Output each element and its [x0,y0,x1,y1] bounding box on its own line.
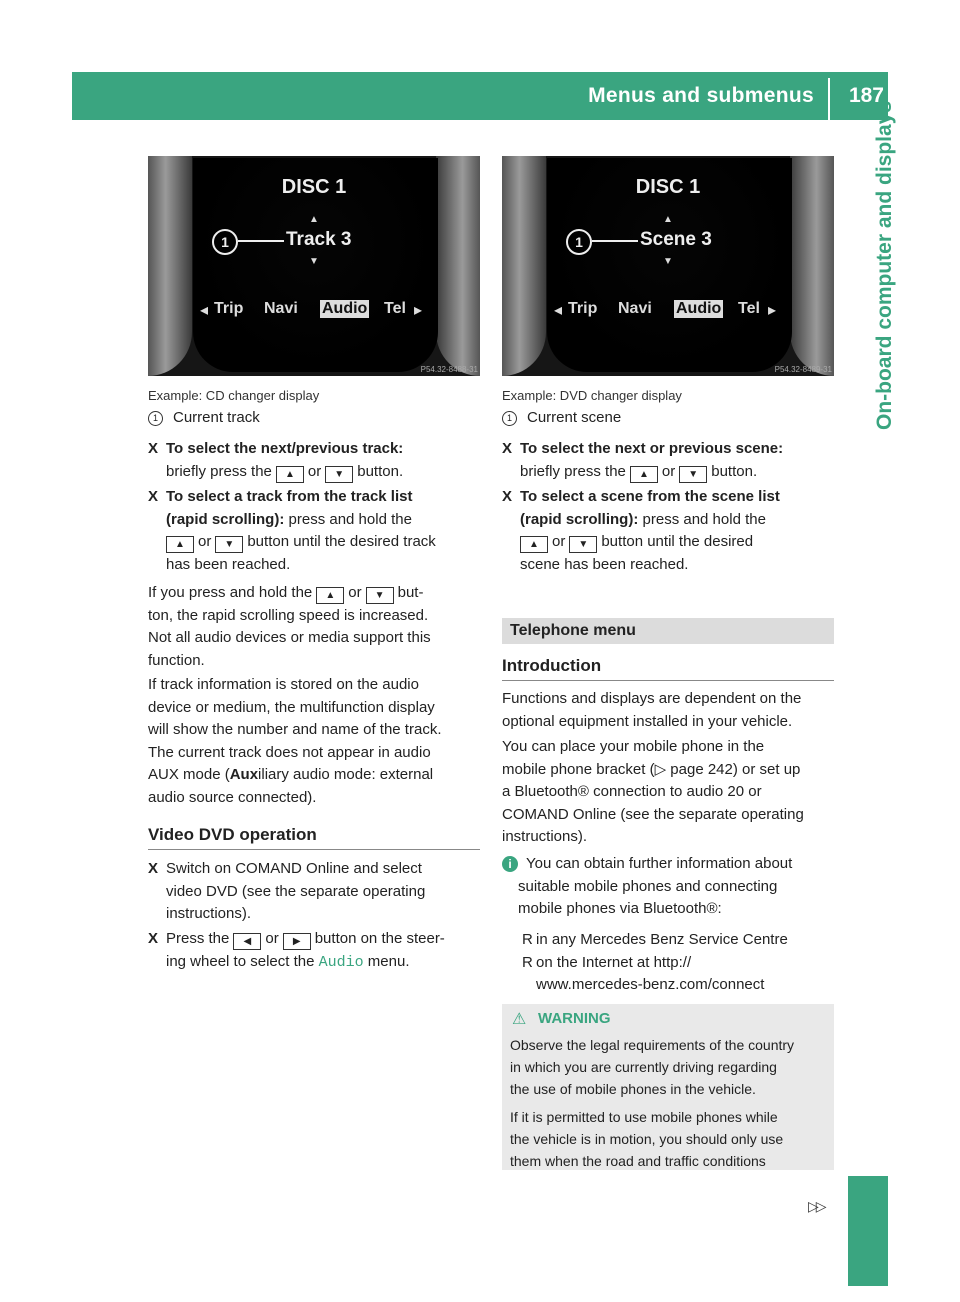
display-menu-bar [554,298,780,322]
para-bold: Aux [229,766,259,783]
step-icon: X [148,488,159,505]
bullet-icon: R [522,953,533,971]
down-key-icon: ▼ [366,587,394,604]
down-key-icon: ▼ [215,536,243,553]
step-select-audio-menu [148,928,486,974]
warning-line: in which you are currently driving regarding [510,1059,777,1075]
step-title: To select a scene from the scene list [520,488,780,505]
para-text: Not all audio devices or media support this [148,629,431,646]
step-text: Press the [166,930,230,947]
para-text: ton, the rapid scrolling speed is increased. [148,606,429,624]
para-text: mobile phone bracket (▷ page 242) or set up [502,760,801,778]
para-text: a Bluetooth® connection to audio 20 or [502,783,762,800]
bullet-icon: R [522,931,533,948]
step-icon: X [502,488,513,505]
step-text: ing wheel to select the [166,952,315,970]
menu-right-arrow-icon: ▸ [414,302,423,319]
callout-line [238,240,284,242]
down-key-icon: ▼ [679,466,707,483]
para-text: device or medium, the multifunction display [148,698,435,716]
step-text: press and hold the [288,510,412,528]
disc-label: DISC 1 [635,176,701,198]
step-text: video DVD (see the separate operating [166,882,426,900]
paragraph-rapid-scrolling [148,582,482,672]
warning-line: If it is permitted to use mobile phones while [510,1109,778,1125]
list-item [522,929,836,952]
menu-item-audio: Audio [322,300,368,317]
legend-marker: 1 [148,411,163,426]
menu-right-arrow-icon: ▸ [768,302,777,319]
up-key-icon: ▲ [520,536,548,553]
step-text: scene has been reached. [520,555,689,573]
menu-left-arrow-icon: ◂ [200,302,209,319]
menu-left-arrow-icon: ◂ [554,302,563,319]
para-text: Functions and displays are dependent on the [502,690,802,707]
section-bar [502,618,834,644]
para-text: audio source connected). [148,788,317,806]
menu-item-tel: Tel [738,300,760,317]
para-text: iliary audio mode: external [258,766,434,783]
image-caption: Example: DVD changer display [502,388,682,403]
para-text: AUX mode ( [148,766,230,783]
header-divider [828,78,830,120]
heading-video-dvd: Video DVD operation [148,825,317,844]
image-code: P54.32-8488-31 [420,365,478,374]
legend-item [502,409,621,426]
cd-changer-display-image [148,156,480,376]
warning-line: the use of mobile phones in the vehicle. [510,1081,756,1097]
para-text: optional equipment installed in your vehicle. [502,712,793,730]
page-number: 187 [848,84,884,107]
or-text: or [348,584,362,601]
step-text: button. [711,462,758,480]
warning-title-text: WARNING [538,1010,611,1027]
continued-icon: ▷▷ [808,1198,824,1214]
menu-item-trip: Trip [214,300,244,317]
callout-marker: 1 [566,229,592,255]
info-line: suitable mobile phones and connecting [518,877,778,895]
down-key-icon: ▼ [325,466,353,483]
section-label: On-board computer and displays [873,100,896,430]
callout-line [592,240,638,242]
para-text: but- [397,584,424,601]
para-text: COMAND Online (see the separate operating [502,805,804,823]
info-note [502,853,836,921]
left-key-icon: ◀ [233,933,261,950]
step-title: (rapid scrolling): [520,510,639,528]
step-icon: X [148,860,159,877]
step-text: instructions). [166,905,252,922]
para-text: will show the number and name of the track. [148,721,442,738]
paragraph-track-info [148,674,482,809]
page-header [72,72,888,120]
display-menu-bar [200,298,426,322]
para-text: If track information is stored on the audio [148,676,419,693]
info-line: You can obtain further information about [526,855,793,872]
info-icon: i [502,856,518,872]
step-text: briefly press the [166,462,272,480]
para-text: The current track does not appear in audio [148,743,431,761]
menu-item-tel: Tel [384,300,406,317]
warning-line: them when the road and traffic conditions [510,1153,766,1169]
or-text: or [661,462,676,480]
step-text: button until the desired track [247,533,436,550]
warning-triangle-icon: ⚠ [512,1011,527,1028]
para-text: function. [148,651,205,669]
image-caption: Example: CD changer display [148,388,320,403]
up-arrow-icon: ▲ [663,214,673,225]
list-item-text: in any Mercedes Benz Service Centre [536,931,788,948]
step-text: menu. [367,952,410,970]
info-text [526,853,836,876]
current-scene-label: Scene 3 [640,229,712,250]
list-item [522,952,836,997]
menu-item-navi: Navi [264,300,298,317]
step-icon: X [502,440,513,457]
warning-title [512,1010,611,1028]
heading-introduction: Introduction [502,656,602,675]
legend-marker: 1 [502,411,517,426]
step-switch-on-comand [148,858,486,926]
image-code: P54.32-8489-31 [774,365,832,374]
disc-label: DISC 1 [281,176,347,198]
callout-marker: 1 [212,229,238,255]
up-key-icon: ▲ [166,536,194,553]
step-scene-list [502,486,840,576]
paragraph-functions [502,688,836,733]
up-arrow-icon: ▲ [309,214,319,225]
section-marker-block [848,1176,888,1286]
para-text: You can place your mobile phone in the [502,738,765,755]
or-text: or [198,533,212,550]
step-text: button until the desired [601,533,754,550]
up-key-icon: ▲ [630,466,658,483]
audio-menu-label: Audio [318,953,364,971]
step-text: has been reached. [166,555,291,573]
menu-item-trip: Trip [568,300,598,317]
header-title: Menus and submenus [588,84,814,107]
step-title: To select the next/previous track: [166,440,404,457]
step-icon: X [148,930,159,947]
dvd-changer-display-image [502,156,834,376]
step-next-previous-track [148,438,486,483]
section-bar-title: Telephone menu [510,622,636,639]
step-text: button. [357,462,404,480]
step-title: (rapid scrolling): [166,510,285,528]
or-text: or [552,533,566,550]
right-key-icon: ▶ [283,933,311,950]
legend-text: Current track [173,409,260,426]
step-text: briefly press the [520,462,626,480]
step-track-list [148,486,486,576]
up-key-icon: ▲ [316,587,344,604]
list-item-text: on the Internet at http:// [536,953,692,971]
heading-rule [148,849,480,850]
spacer [510,1100,832,1106]
menu-item-navi: Navi [618,300,652,317]
bullet-list [522,929,836,997]
para-text: If you press and hold the [148,584,313,601]
legend-item [148,409,260,426]
step-next-previous-scene [502,438,840,483]
step-icon: X [148,440,159,457]
or-text: or [265,930,279,947]
paragraph-mobile-phone [502,736,836,849]
warning-box [502,1004,834,1170]
down-key-icon: ▼ [569,536,597,553]
step-title: To select the next or previous scene: [520,440,784,457]
down-arrow-icon: ▼ [309,256,319,267]
step-text: Switch on COMAND Online and select [166,860,422,877]
or-text: or [307,462,322,480]
warning-text [510,1034,832,1172]
up-key-icon: ▲ [276,466,304,483]
warning-line: the vehicle is in motion, you should only use [510,1131,784,1147]
down-arrow-icon: ▼ [663,256,673,267]
step-title: To select a track from the track list [166,488,413,505]
step-text: button on the steer- [314,930,445,947]
heading-rule [502,680,834,681]
para-text: instructions). [502,828,588,845]
info-line: mobile phones via Bluetooth®: [518,900,722,917]
legend-text: Current scene [527,409,622,426]
menu-item-audio: Audio [676,300,722,317]
current-track-label: Track 3 [286,229,352,250]
step-text: press and hold the [642,510,766,528]
list-item-text: www.mercedes-benz.com/connect [536,976,765,993]
warning-line: Observe the legal requirements of the country [510,1037,795,1053]
